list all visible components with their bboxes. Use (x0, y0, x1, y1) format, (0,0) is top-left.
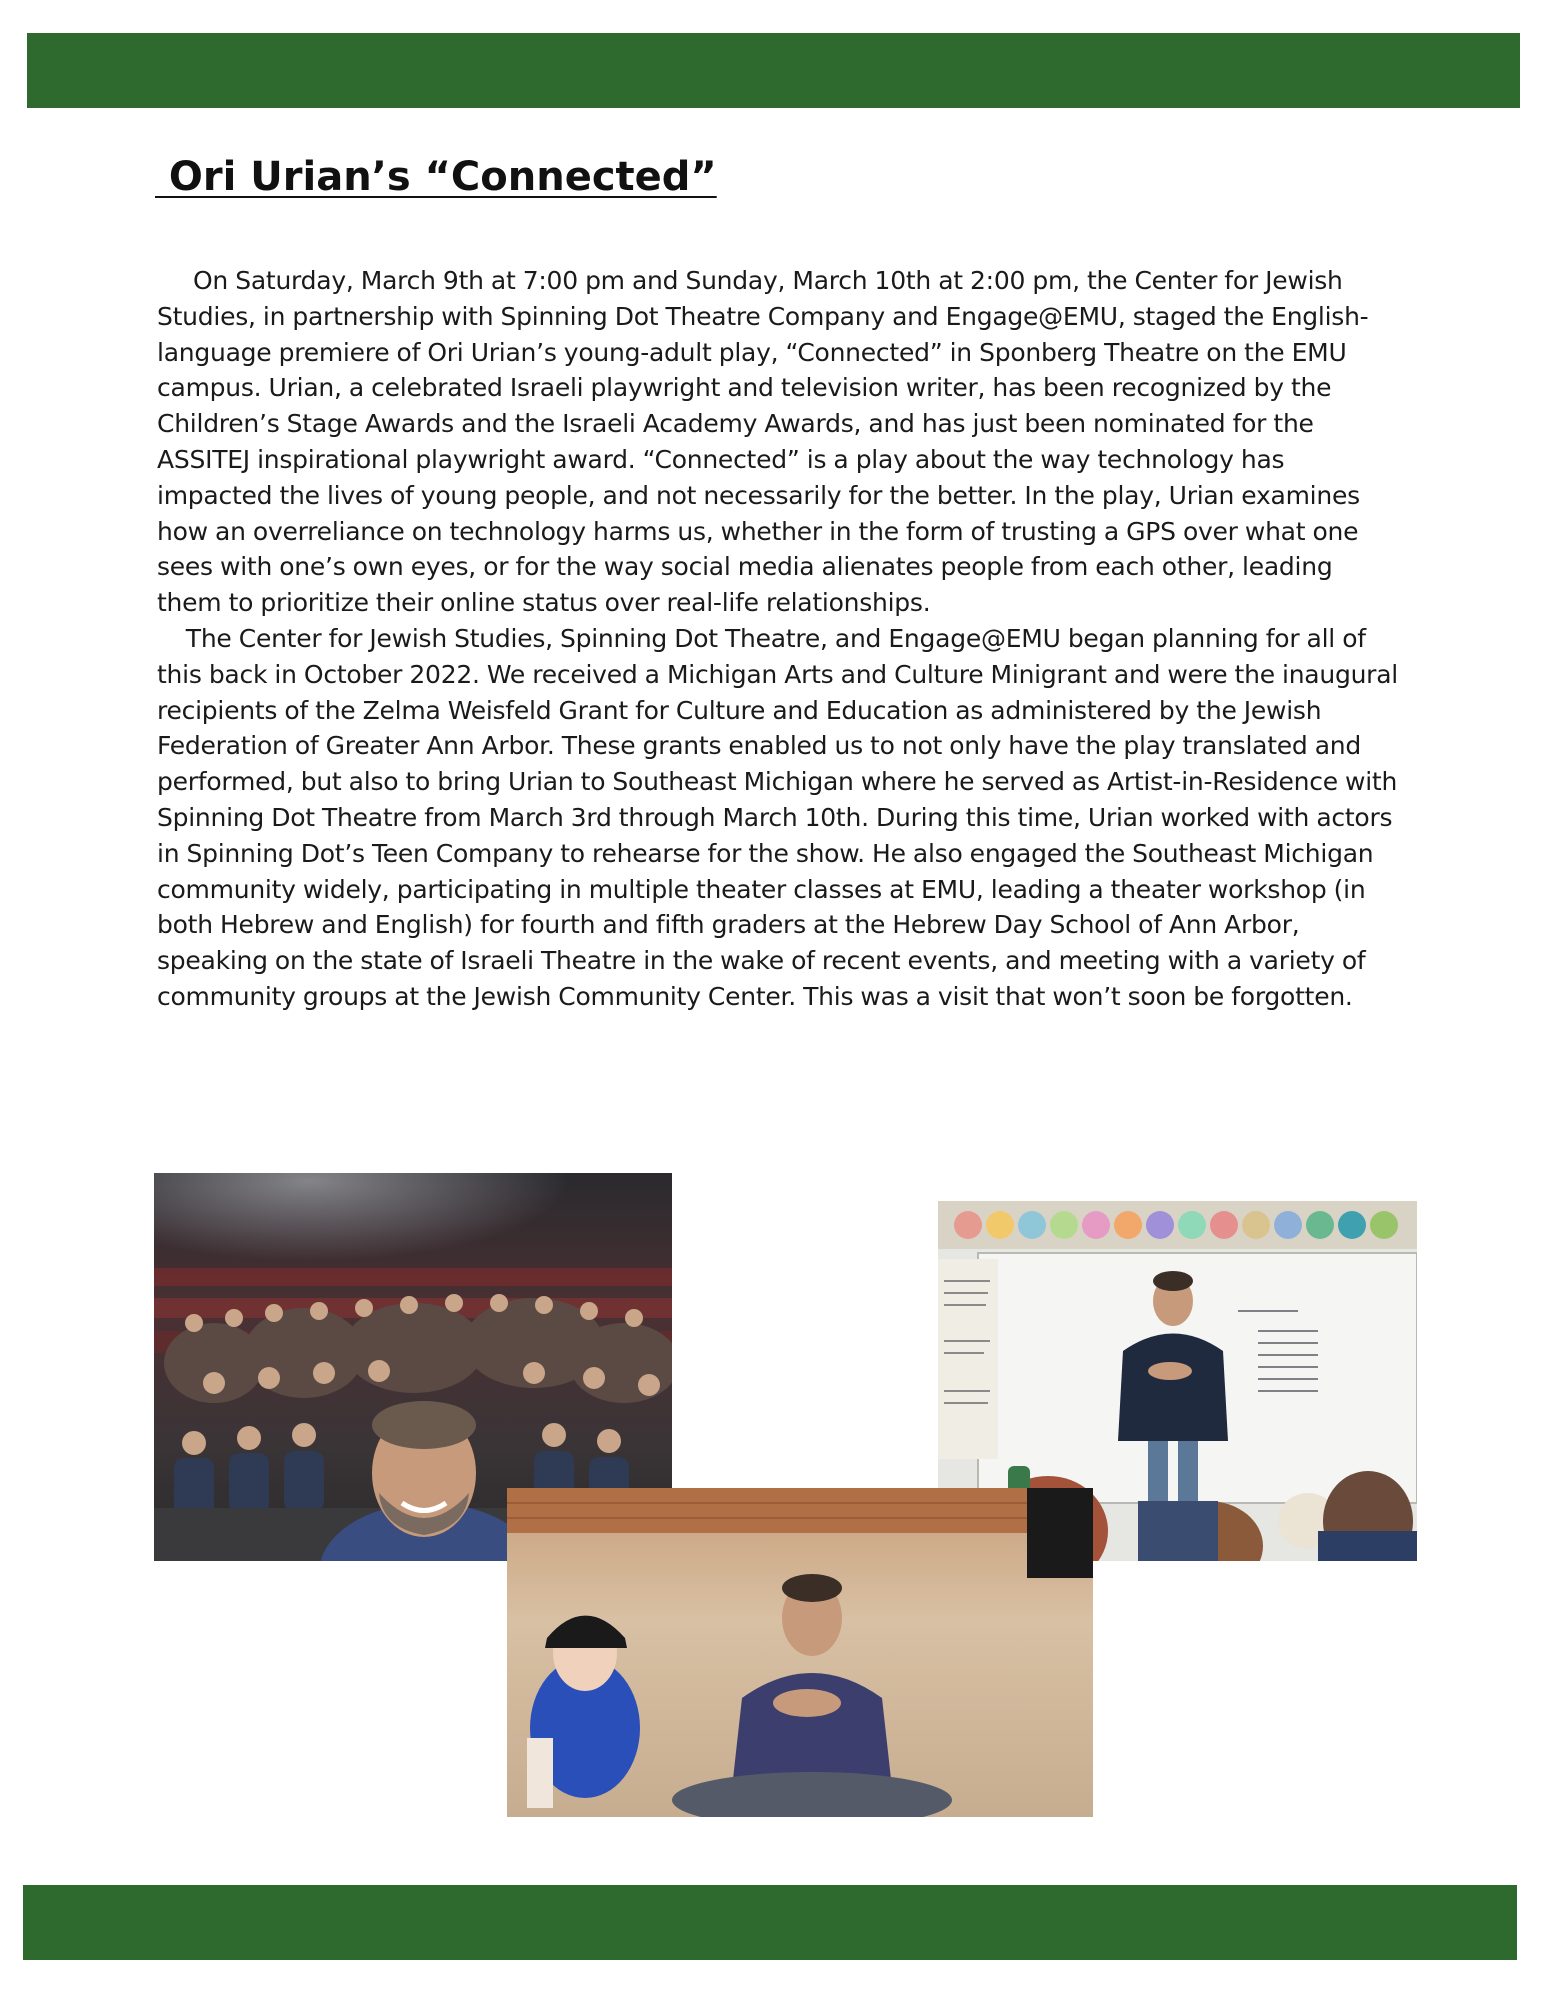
article-title: Ori Urian’s “Connected” (155, 154, 717, 200)
paragraph-2: The Center for Jewish Studies, Spinning Dot Theatre, and Engage@EMU began planning for all of this back in October 2022. We received a Michigan Arts and Culture Minigrant and were the inaugural recipients of the Zelma Weisfeld Grant for Culture and Education as administered by the Jewish Federation of Greater Ann Arbor. These grants enabled us to not only have the play translated and performed, but also to bring Urian to Southeast Michigan where he served as Artist-in-Residence with Spinning Dot Theatre from March 3rd through March 10th. During this time, Urian worked with actors in Spinning Dot’s Teen Company to rehearse for the show. He also engaged the Southeast Michigan community widely, participating in multiple theater classes at EMU, leading a theater workshop (in both Hebrew and English) for fourth and fifth graders at the Hebrew Day School of Ann Arbor, speaking on the state of Israeli Theatre in the wake of recent events, and meeting with a variety of community groups at the Jewish Community Center. This was a visit that won’t soon be forgotten. (157, 623, 1406, 1011)
header-band (27, 33, 1520, 108)
article-body (157, 263, 1406, 1015)
footer-band (23, 1885, 1517, 1960)
paragraph-1: On Saturday, March 9th at 7:00 pm and Sunday, March 10th at 2:00 pm, the Center for Jewish Studies, in partnership with Spinning Dot Theatre Company and Engage@EMU, staged the English-language premiere of Ori Urian’s young-adult play, “Connected” in Sponberg Theatre on the EMU campus. Urian, a celebrated Israeli playwright and television writer, has been recognized by the Children’s Stage Awards and the Israeli Academy Awards, and has just been nominated for the ASSITEJ inspirational playwright award. “Connected” is a play about the way technology has impacted the lives of young people, and not necessarily for the better. In the play, Urian examines how an overreliance on technology harms us, whether in the form of trusting a GPS over what one sees with one’s own eyes, or for the way social media alienates people from each other, leading them to prioritize their online status over real-life relationships. (157, 266, 1369, 618)
workshop-photo (507, 1488, 1093, 1817)
